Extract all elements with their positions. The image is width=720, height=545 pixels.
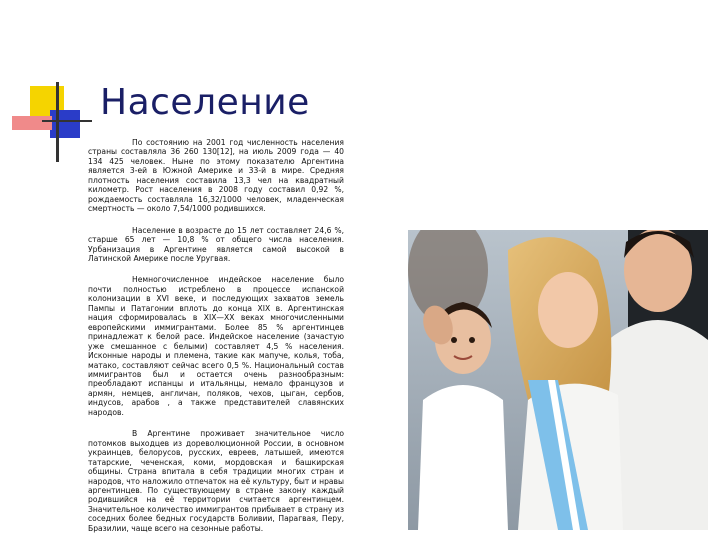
decor-red-bar xyxy=(12,116,52,130)
photo-illustration xyxy=(408,230,708,530)
children-photo xyxy=(408,230,708,530)
body-text xyxy=(88,138,344,545)
decor-vertical-line xyxy=(56,82,59,162)
paragraph: Население в возрасте до 15 лет составляет 24,6 %, старше 65 лет — 10,8 % от общего числа населения. Урбанизация в Аргентине является самой высокой в Латинской Америке после Уругвая. xyxy=(88,225,344,263)
paragraph: В Аргентине проживает значительное число потомков выходцев из дореволюционной России, в основном украинцев, белорусов, русских, евреев, латышей, имеются татарские, чеченская, коми, мордовская и башкирская общины. Страна впитала в себя традиции многих стран и народов, что наложило отпечаток на её культуру, быт и нравы аргентинцев. По существующему в стране закону каждый родившийся на её территории считается аргентинцем. Значительное количество иммигрантов прибывает в страну из соседних более бедных государств Боливии, Парагвая, Перу, Бразилии, чаще всего на сезонные работы. xyxy=(88,429,345,533)
decor-blue-square xyxy=(50,110,80,138)
paragraph: По состоянию на 2001 год численность населения страны составляла 36 260 130[12], на июль 2009 года — 40 134 425 человек. Ныне по этому показателю Аргентина является 3-ей в Южной Америке и 33-й в мире. Средняя плотность населения составила 13,3 чел на квадратный километр. Рост населения в 2008 году составил 0,92 %, рождаемость составляла 16,32/1000 человек, младенческая смертность — около 7,54/1000 родившихся. xyxy=(88,138,344,214)
slide-title: Население xyxy=(100,82,310,123)
paragraph: Немногочисленное индейское население было почти полностью истреблено в процессе испанской колонизации в XVI веке, и последующих захватов земель Пампы и Патагонии вплоть до конца XIX в. Аргентинская нация сформировалась в XIX—XX веках многочисленными европейскими иммигрантами. Более 85 % аргентинцев принадлежат к белой расе. Индейское население (зачастую уже смешанное с белыми) составляет 4,5 % населения. Исконные народы и племена, такие как мапуче, колья, тоба, матако, составляют сейчас всего 0,5 %. Национальный состав иммигрантов был и остается очень разнообразным: преобладают испанцы и итальянцы, немало французов и армян, немцев, англичан, поляков, чехов, цыган, сербов, индусов, арабов , а также представителей славянских народов. xyxy=(88,275,344,417)
decor-horizontal-line xyxy=(42,120,92,122)
